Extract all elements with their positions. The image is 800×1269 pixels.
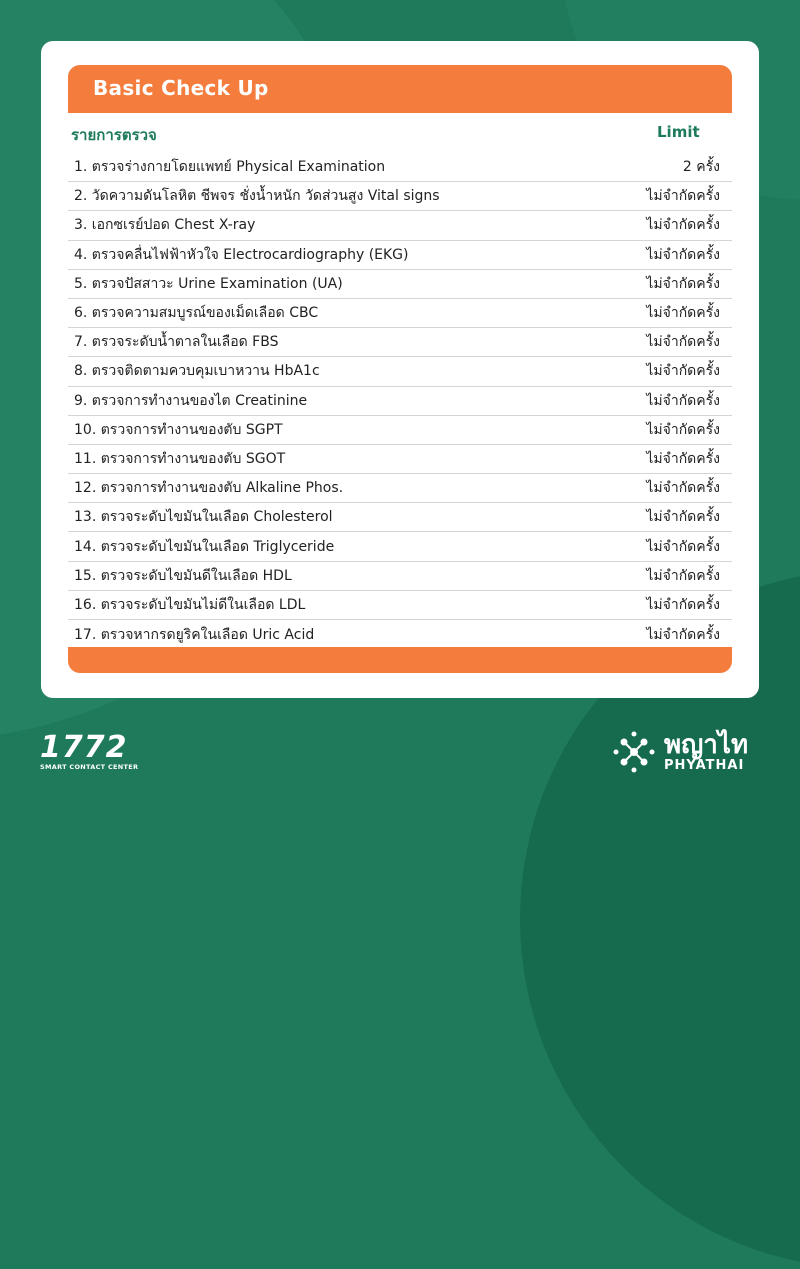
list-item — [68, 182, 732, 211]
checkup-item-label: 4. ตรวจคลื่นไฟฟ้าหัวใจ Electrocardiography (EKG) — [74, 246, 409, 263]
checkup-item-limit: ไม่จำกัดครั้ง — [646, 626, 720, 643]
list-item — [68, 299, 732, 328]
checkup-item-label: 10. ตรวจการทำงานของตับ SGPT — [74, 421, 283, 438]
contact-center-logo — [40, 730, 139, 771]
checkup-card — [41, 41, 759, 698]
checkup-item-limit: ไม่จำกัดครั้ง — [646, 509, 720, 526]
list-item — [68, 416, 732, 445]
card-header — [68, 65, 732, 113]
checkup-item-limit: ไม่จำกัดครั้ง — [646, 363, 720, 380]
list-item — [68, 445, 732, 474]
checkup-item-label: 16. ตรวจระดับไขมันไม่ดีในเลือด LDL — [74, 596, 306, 613]
list-item — [68, 270, 732, 299]
checkup-list — [68, 153, 732, 649]
checkup-item-label: 1. ตรวจร่างกายโดยแพทย์ Physical Examination — [74, 159, 386, 176]
checkup-item-limit: ไม่จำกัดครั้ง — [646, 596, 720, 613]
list-item — [68, 503, 732, 532]
checkup-item-limit: ไม่จำกัดครั้ง — [646, 246, 720, 263]
checkup-item-label: 14. ตรวจระดับไขมันในเลือด Triglyceride — [74, 538, 335, 555]
checkup-item-label: 2. วัดความดันโลหิต ชีพจร ชั่งน้ำหนัก วัดส่วนสูง Vital signs — [74, 188, 440, 205]
checkup-item-label: 12. ตรวจการทำงานของตับ Alkaline Phos. — [74, 480, 344, 497]
list-item — [68, 620, 732, 649]
list-item — [68, 562, 732, 591]
checkup-item-limit: ไม่จำกัดครั้ง — [646, 275, 720, 292]
checkup-item-label: 6. ตรวจความสมบูรณ์ของเม็ดเลือด CBC — [74, 305, 319, 322]
checkup-item-label: 17. ตรวจหากรดยูริคในเลือด Uric Acid — [74, 626, 315, 643]
card-title: Basic Check Up — [93, 76, 269, 100]
checkup-item-label: 7. ตรวจระดับน้ำตาลในเลือด FBS — [74, 334, 279, 351]
list-item — [68, 328, 732, 357]
checkup-item-limit: ไม่จำกัดครั้ง — [646, 305, 720, 322]
brand-name-english: PHYATHAI — [664, 757, 745, 773]
hotline-number: 1772 — [40, 730, 128, 765]
checkup-item-limit: 2 ครั้ง — [682, 159, 720, 176]
list-item — [68, 357, 732, 386]
checkup-item-limit: ไม่จำกัดครั้ง — [646, 567, 720, 584]
checkup-item-label: 8. ตรวจติดตามควบคุมเบาหวาน HbA1c — [74, 363, 320, 380]
list-item — [68, 591, 732, 620]
list-item — [68, 241, 732, 270]
checkup-item-limit: ไม่จำกัดครั้ง — [646, 421, 720, 438]
list-item — [68, 153, 732, 182]
list-item — [68, 474, 732, 503]
column-header-limit: Limit — [657, 123, 700, 141]
checkup-item-limit: ไม่จำกัดครั้ง — [646, 392, 720, 409]
checkup-item-label: 3. เอกซเรย์ปอด Chest X-ray — [74, 217, 256, 234]
checkup-item-limit: ไม่จำกัดครั้ง — [646, 188, 720, 205]
checkup-item-label: 13. ตรวจระดับไขมันในเลือด Cholesterol — [74, 509, 333, 526]
phyathai-logo-icon — [612, 730, 656, 774]
hotline-tagline: SMART CONTACT CENTER — [40, 763, 139, 771]
checkup-item-limit: ไม่จำกัดครั้ง — [646, 334, 720, 351]
list-item — [68, 211, 732, 240]
card-footer — [68, 647, 732, 673]
list-item — [68, 387, 732, 416]
checkup-item-limit: ไม่จำกัดครั้ง — [646, 480, 720, 497]
checkup-item-limit: ไม่จำกัดครั้ง — [646, 217, 720, 234]
checkup-item-label: 11. ตรวจการทำงานของตับ SGOT — [74, 450, 286, 467]
checkup-item-limit: ไม่จำกัดครั้ง — [646, 538, 720, 555]
brand-name-thai: พญาไท — [664, 729, 749, 760]
column-header-item: รายการตรวจ — [71, 126, 157, 144]
checkup-item-label: 15. ตรวจระดับไขมันดีในเลือด HDL — [74, 567, 292, 584]
checkup-item-label: 9. ตรวจการทำงานของไต Creatinine — [74, 392, 308, 409]
checkup-item-limit: ไม่จำกัดครั้ง — [646, 450, 720, 467]
list-item — [68, 532, 732, 561]
checkup-item-label: 5. ตรวจปัสสาวะ Urine Examination (UA) — [74, 275, 343, 292]
hospital-logo — [612, 730, 748, 774]
